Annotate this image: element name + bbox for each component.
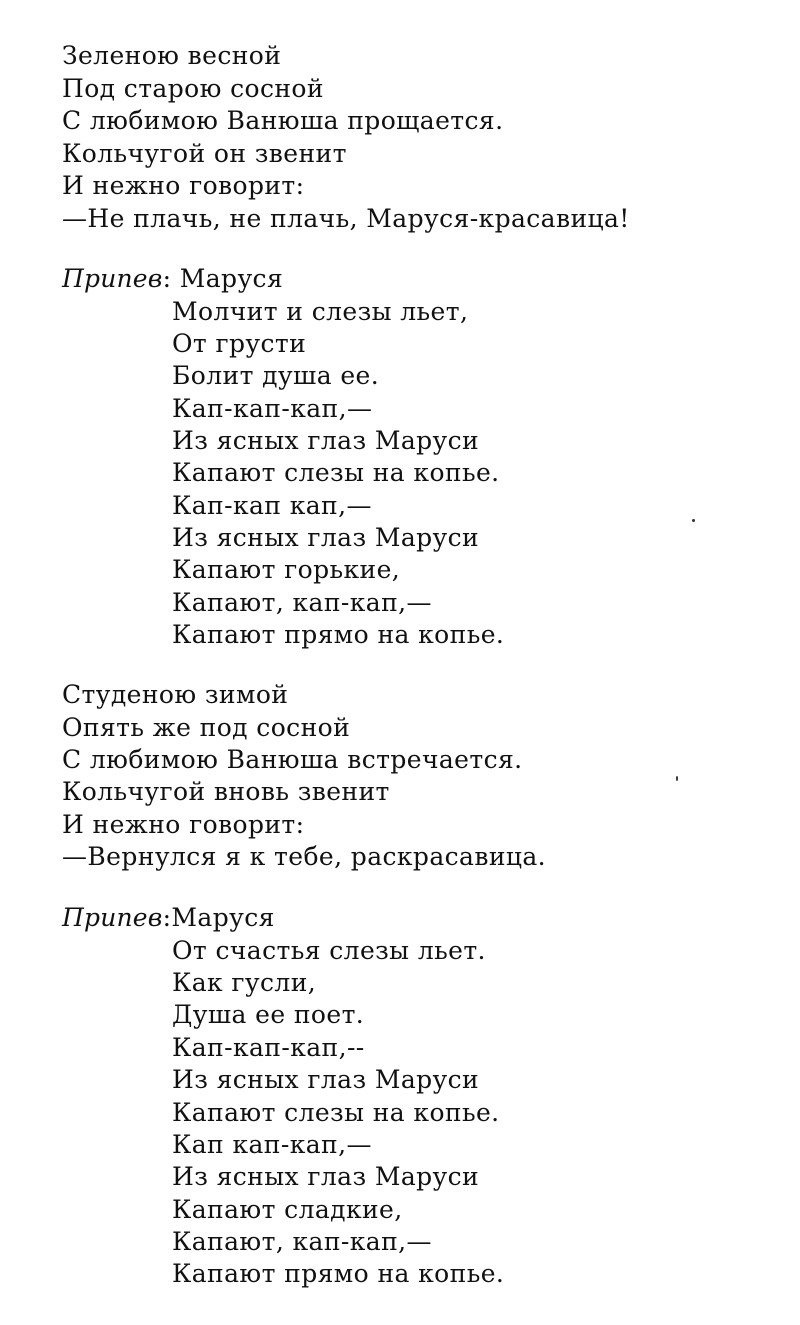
chorus2-first-word: :Маруся [162,903,275,932]
verse2-line-3: С любимою Ванюша встречается. [62,745,523,774]
verse2-line-4: Кольчугой вновь звенит [62,777,390,806]
verse1-line-1: Зеленою весной [62,41,282,70]
verse2-line-1: Студеною зимой [62,680,289,709]
chorus2-line-10: Капают, кап-кап,— [172,1227,432,1256]
chorus1-first-word: : Маруся [162,264,284,293]
chorus2-line-1: От счастья слезы льет. [172,936,486,965]
chorus2-line-5: Из ясных глаз Маруси [172,1065,480,1094]
scan-speck [692,519,695,522]
verse2-line-6: —Вернулся я к тебе, раскрасавица. [62,842,547,871]
chorus2-line-2: Как гусли, [172,968,317,997]
scan-speck [676,776,678,781]
chorus2-first-line [62,902,275,934]
verse1-line-2: Под старою сосной [62,74,324,103]
chorus2-label: Припев [62,903,163,932]
chorus2-line-7: Кап кап-кап,— [172,1130,372,1159]
chorus2-line-8: Из ясных глаз Маруси [172,1162,480,1191]
chorus1-line-1: Молчит и слезы льет, [172,297,469,326]
verse1-line-6: —Не плачь, не плачь, Маруся-красавица! [62,204,630,233]
chorus1-line-3: Болит душа ее. [172,361,380,390]
chorus1-line-7: Кап-кап кап,— [172,491,372,520]
chorus2-line-4: Кап-кап-кап,-- [172,1033,365,1062]
chorus1-line-9: Капают горькие, [172,555,401,584]
chorus1-label: Припев [62,264,163,293]
chorus1-line-8: Из ясных глаз Маруси [172,523,480,552]
verse2-line-2: Опять же под сосной [62,713,351,742]
chorus2-line-6: Капают слезы на копье. [172,1098,500,1127]
chorus1-line-10: Капают, кап-кап,— [172,588,432,617]
chorus1-line-6: Капают слезы на копье. [172,458,500,487]
verse1-line-4: Кольчугой он звенит [62,139,347,168]
chorus1-first-line [62,263,283,295]
chorus2-line-9: Капают сладкие, [172,1195,403,1224]
verse2-line-5: И нежно говорит: [62,810,305,839]
chorus2-line-3: Душа ее поет. [172,1000,365,1029]
chorus2-line-11: Капают прямо на копье. [172,1259,505,1288]
chorus1-line-5: Из ясных глаз Маруси [172,426,480,455]
verse1-line-3: С любимою Ванюша прощается. [62,106,504,135]
verse1-line-5: И нежно говорит: [62,171,305,200]
chorus1-line-2: От грусти [172,329,307,358]
chorus1-line-11: Капают прямо на копье. [172,620,505,649]
chorus1-line-4: Кап-кап-кап,— [172,394,373,423]
